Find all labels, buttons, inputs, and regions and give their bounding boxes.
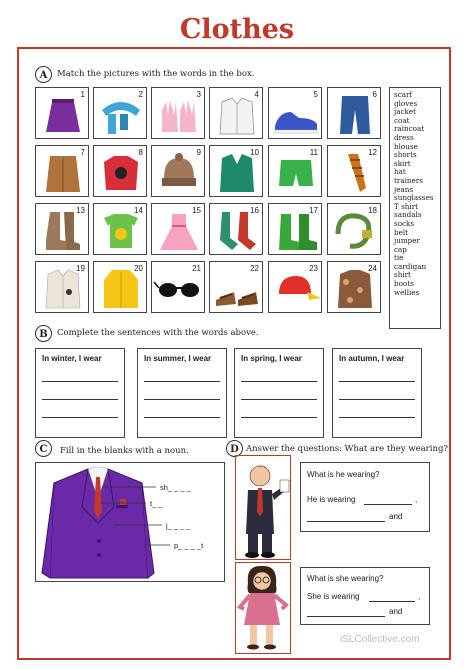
woman-illustration: [236, 563, 292, 655]
picture-number: 10: [250, 148, 259, 157]
autumn-box[interactable]: [332, 348, 422, 438]
answer-she-and: and: [389, 607, 403, 616]
label-shirt: sh_ _ _ _: [160, 483, 191, 492]
picture-number: 17: [309, 206, 318, 215]
answer-line: [307, 521, 385, 522]
picture-number: 13: [76, 206, 85, 215]
picture-t-shirt[interactable]: [93, 203, 147, 255]
word-dress: dress: [394, 132, 414, 142]
word-hat: hat: [394, 167, 406, 177]
answer-he-comma: ,: [415, 495, 418, 504]
word-socks: socks: [394, 218, 415, 228]
answer-line: [307, 616, 385, 617]
label-jacket: j_ _ _ _: [166, 521, 191, 530]
answer-line: [241, 399, 317, 400]
picture-number: 20: [134, 264, 143, 273]
picture-shirt[interactable]: [209, 87, 263, 139]
question-she: What is she wearing?: [307, 574, 384, 583]
word-jeans: jeans: [394, 184, 414, 194]
word-scarf: scarf: [394, 90, 413, 99]
picture-boots[interactable]: [35, 203, 89, 255]
label-pocket: p_ _ _ _t: [174, 541, 204, 550]
word-jacket: jacket: [394, 107, 417, 117]
answer-line: [339, 399, 415, 400]
label-tie: t_ _: [150, 499, 163, 508]
picture-number: 3: [196, 90, 201, 99]
picture-number: 11: [309, 148, 318, 157]
picture-number: 7: [80, 148, 85, 157]
answer-line: [339, 417, 415, 418]
section-b-instruction: Complete the sentences with the words above.: [57, 328, 259, 338]
word-raincoat: raincoat: [394, 124, 425, 134]
section-b-badge: B: [35, 325, 52, 342]
word-sunglasses: sunglasses: [394, 193, 434, 203]
summer-box[interactable]: [137, 348, 227, 438]
picture-number: 22: [250, 264, 259, 273]
word-shorts: shorts: [394, 150, 417, 160]
answer-she-start: She is wearing: [307, 592, 360, 601]
section-d-badge: D: [226, 440, 243, 457]
picture-raincoat[interactable]: [93, 261, 147, 313]
picture-blouse[interactable]: [327, 261, 381, 313]
section-c-badge: C: [35, 440, 52, 457]
picture-number: 19: [76, 264, 85, 273]
picture-number: 8: [138, 148, 143, 157]
picture-number: 1: [80, 90, 85, 99]
section-d-instruction: Answer the questions: What are they wearing?: [246, 444, 448, 454]
picture-number: 23: [309, 264, 318, 273]
picture-skirt[interactable]: [35, 87, 89, 139]
picture-cardigan[interactable]: [35, 261, 89, 313]
picture-belt[interactable]: [327, 203, 381, 255]
picture-scarf[interactable]: [93, 87, 147, 139]
picture-socks[interactable]: [209, 203, 263, 255]
picture-jeans[interactable]: [327, 87, 381, 139]
picture-wellies[interactable]: [268, 203, 322, 255]
watermark: iSLCollective.com: [340, 634, 420, 645]
picture-tie[interactable]: [327, 145, 381, 197]
picture-number: 24: [368, 264, 377, 273]
answer-line: [42, 381, 118, 382]
word-wellies: wellies: [394, 287, 420, 297]
answer-line: [241, 381, 317, 382]
spring-box[interactable]: [234, 348, 324, 438]
answer-she-comma: ,: [418, 592, 421, 601]
answer-line: [339, 381, 415, 382]
summer-label: In summer, I wear: [144, 354, 212, 363]
word-t-shirt: T shirt: [394, 201, 419, 211]
picture-shorts[interactable]: [268, 145, 322, 197]
picture-jumper[interactable]: [93, 145, 147, 197]
answer-line: [42, 399, 118, 400]
answer-line: [42, 417, 118, 418]
man-picture-box: [235, 455, 291, 560]
picture-number: 2: [138, 90, 143, 99]
page-title: Clothes: [179, 14, 295, 45]
picture-sandals[interactable]: [209, 261, 263, 313]
picture-jacket[interactable]: [209, 145, 263, 197]
suit-jacket-illustration: [36, 463, 226, 583]
answer-he-start: He is wearing: [307, 495, 356, 504]
answer-line: [369, 601, 415, 602]
picture-number: 12: [368, 148, 377, 157]
picture-sunglasses[interactable]: [151, 261, 205, 313]
picture-gloves[interactable]: [151, 87, 205, 139]
businessman-illustration: [236, 456, 292, 561]
autumn-label: In autumn, I wear: [339, 354, 405, 363]
answer-line: [144, 381, 220, 382]
answer-line: [144, 399, 220, 400]
picture-number: 21: [192, 264, 201, 273]
word-shirt: shirt: [394, 270, 411, 280]
picture-number: 14: [134, 206, 143, 215]
word-gloves: gloves: [394, 98, 418, 108]
section-c-instruction: Fill in the blanks with a noun.: [60, 446, 189, 456]
picture-number: 6: [372, 90, 377, 99]
answer-line: [144, 417, 220, 418]
word-cap: cap: [394, 244, 407, 254]
question-he-box[interactable]: [300, 462, 430, 532]
picture-cap[interactable]: [268, 261, 322, 313]
word-cardigan: cardigan: [394, 261, 427, 271]
answer-line: [241, 417, 317, 418]
word-trainers: trainers: [394, 175, 423, 185]
suit-picture-box: [35, 462, 225, 582]
word-box: [389, 87, 441, 329]
picture-number: 18: [368, 206, 377, 215]
question-she-box[interactable]: [300, 567, 430, 625]
picture-number: 15: [192, 206, 201, 215]
word-jumper: jumper: [394, 236, 420, 246]
picture-number: 9: [196, 148, 201, 157]
spring-label: In spring, I wear: [241, 354, 302, 363]
word-belt: belt: [394, 227, 409, 237]
word-skirt: skirt: [394, 158, 411, 168]
question-he: What is he wearing?: [307, 470, 380, 479]
word-blouse: blouse: [394, 141, 418, 151]
answer-line: [364, 504, 412, 505]
woman-picture-box: [235, 562, 291, 654]
picture-dress[interactable]: [151, 203, 205, 255]
picture-number: 4: [254, 90, 259, 99]
picture-number: 16: [250, 206, 259, 215]
picture-coat[interactable]: [35, 145, 89, 197]
picture-number: 5: [313, 90, 318, 99]
winter-label: In winter, I wear: [42, 354, 102, 363]
section-a-badge: A: [35, 66, 52, 83]
section-a-instruction: Match the pictures with the words in the box.: [57, 69, 255, 79]
word-tie: tie: [394, 253, 404, 263]
picture-trainers[interactable]: [268, 87, 322, 139]
winter-box[interactable]: [35, 348, 125, 438]
word-coat: coat: [394, 115, 410, 125]
picture-hat[interactable]: [151, 145, 205, 197]
word-sandals: sandals: [394, 210, 422, 220]
answer-he-and: and: [389, 512, 403, 521]
word-boots: boots: [394, 279, 414, 289]
